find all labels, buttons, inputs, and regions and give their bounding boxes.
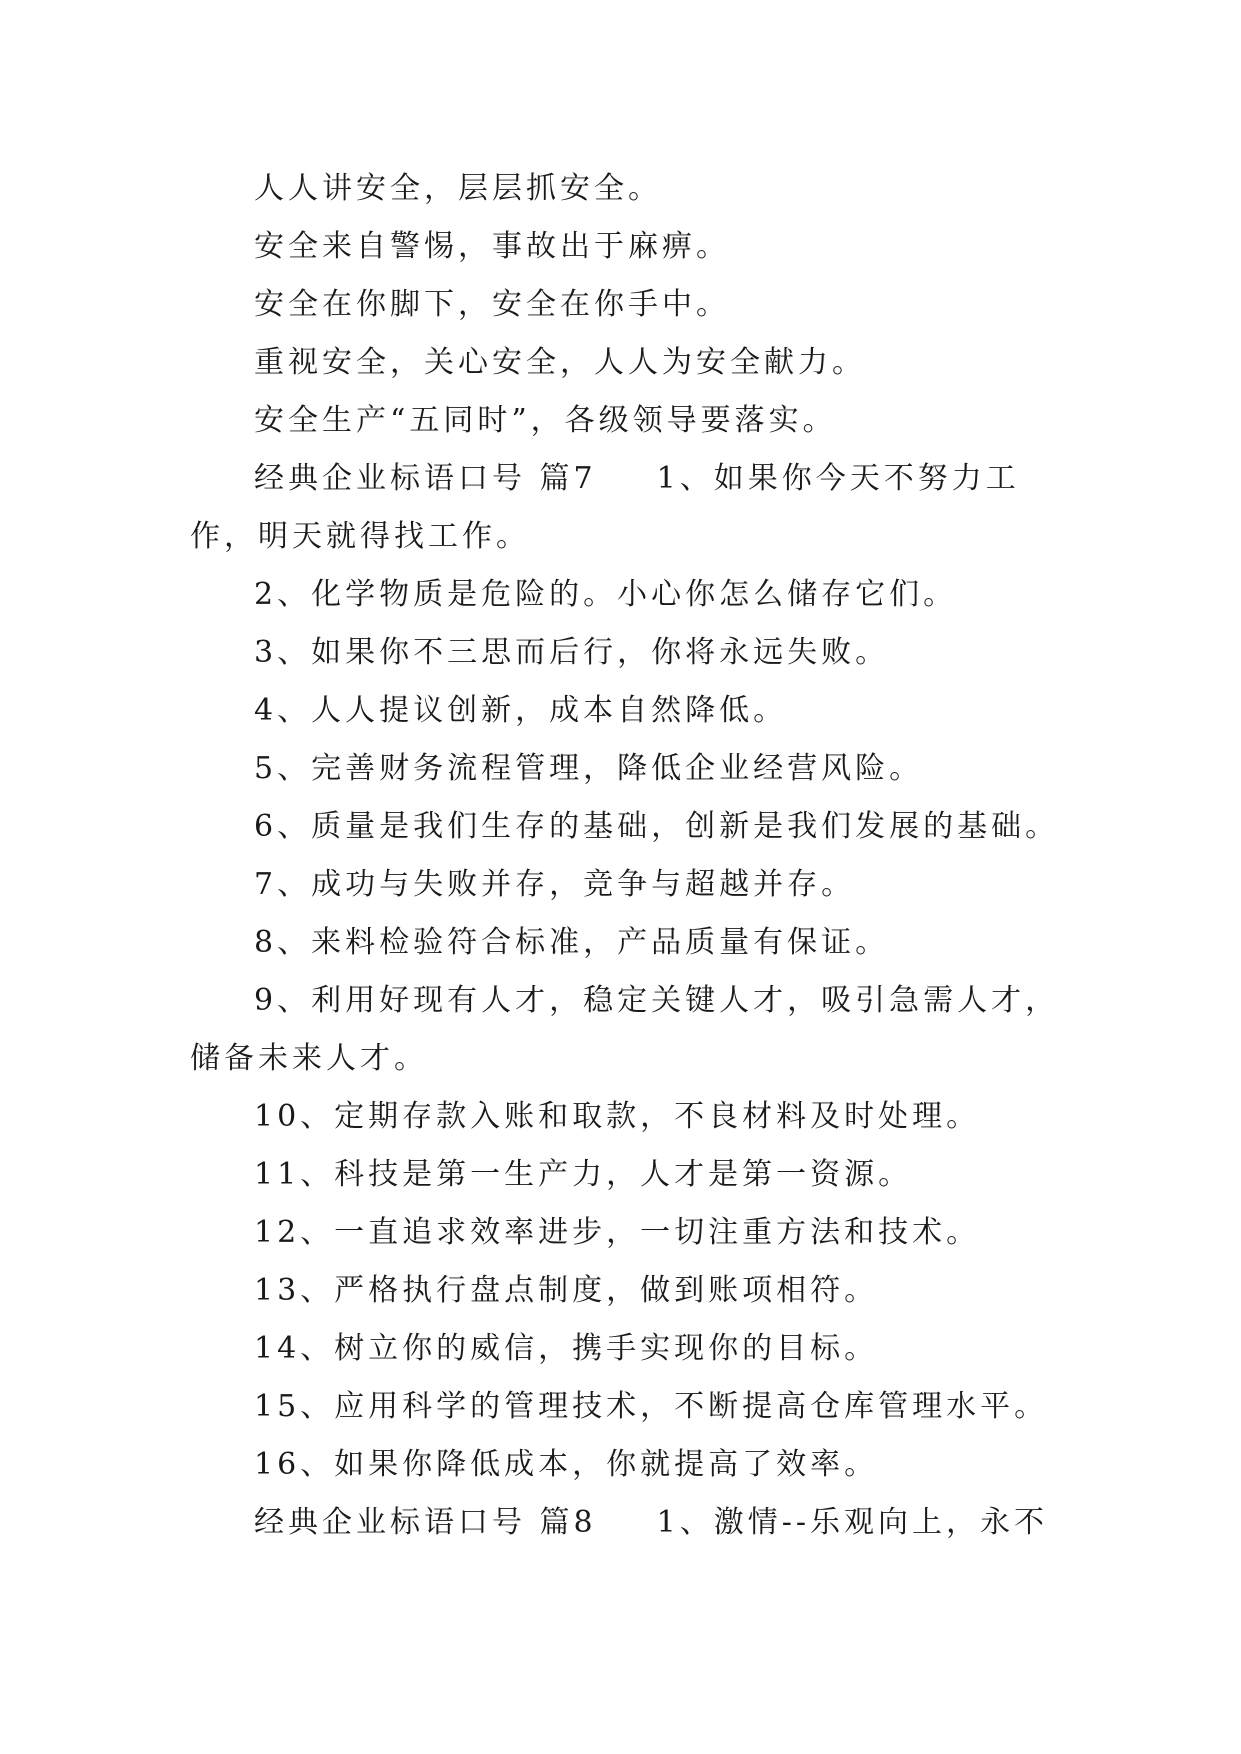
list-item: 15、应用科学的管理技术，不断提高仓库管理水平。	[254, 1389, 1049, 1424]
document-body	[190, 160, 1070, 1552]
list-item: 11、科技是第一生产力，人才是第一资源。	[254, 1157, 913, 1192]
section-8-heading: 经典企业标语口号 篇8	[254, 1505, 597, 1540]
list-item: 4、人人提议创新，成本自然降低。	[254, 693, 788, 728]
section-7-first-item: 1、如果你今天不努力工作，明天就得找工作。	[190, 461, 1020, 554]
section-8-first-item: 1、激情--乐观向上，永不	[656, 1505, 1048, 1540]
list-item: 13、严格执行盘点制度，做到账项相符。	[254, 1273, 879, 1308]
section-8-block	[190, 1494, 1070, 1552]
slogan-line: 安全在你脚下，安全在你手中。	[254, 287, 730, 322]
list-item: 2、化学物质是危险的。小心你怎么储存它们。	[254, 577, 958, 612]
list-item: 10、定期存款入账和取款，不良材料及时处理。	[254, 1099, 981, 1134]
slogan-line: 人人讲安全，层层抓安全。	[254, 171, 662, 206]
section-7-block	[190, 450, 1070, 566]
list-item: 6、质量是我们生存的基础，创新是我们发展的基础。	[254, 809, 1060, 844]
list-item: 16、如果你降低成本，你就提高了效率。	[254, 1447, 879, 1482]
list-item: 14、树立你的威信，携手实现你的目标。	[254, 1331, 879, 1366]
list-item: 12、一直追求效率进步，一切注重方法和技术。	[254, 1215, 981, 1250]
list-item: 7、成功与失败并存，竞争与超越并存。	[254, 867, 856, 902]
section-7-heading: 经典企业标语口号 篇7	[254, 461, 597, 496]
slogan-line: 安全来自警惕，事故出于麻痹。	[254, 229, 730, 264]
list-item: 9、利用好现有人才，稳定关键人才，吸引急需人才，储备未来人才。	[190, 983, 1060, 1076]
slogan-line: 安全生产“五同时”，各级领导要落实。	[254, 403, 837, 438]
list-item: 5、完善财务流程管理，降低企业经营风险。	[254, 751, 924, 786]
list-item: 3、如果你不三思而后行，你将永远失败。	[254, 635, 890, 670]
slogan-line: 重视安全，关心安全，人人为安全献力。	[254, 345, 866, 380]
list-item: 8、来料检验符合标准，产品质量有保证。	[254, 925, 890, 960]
